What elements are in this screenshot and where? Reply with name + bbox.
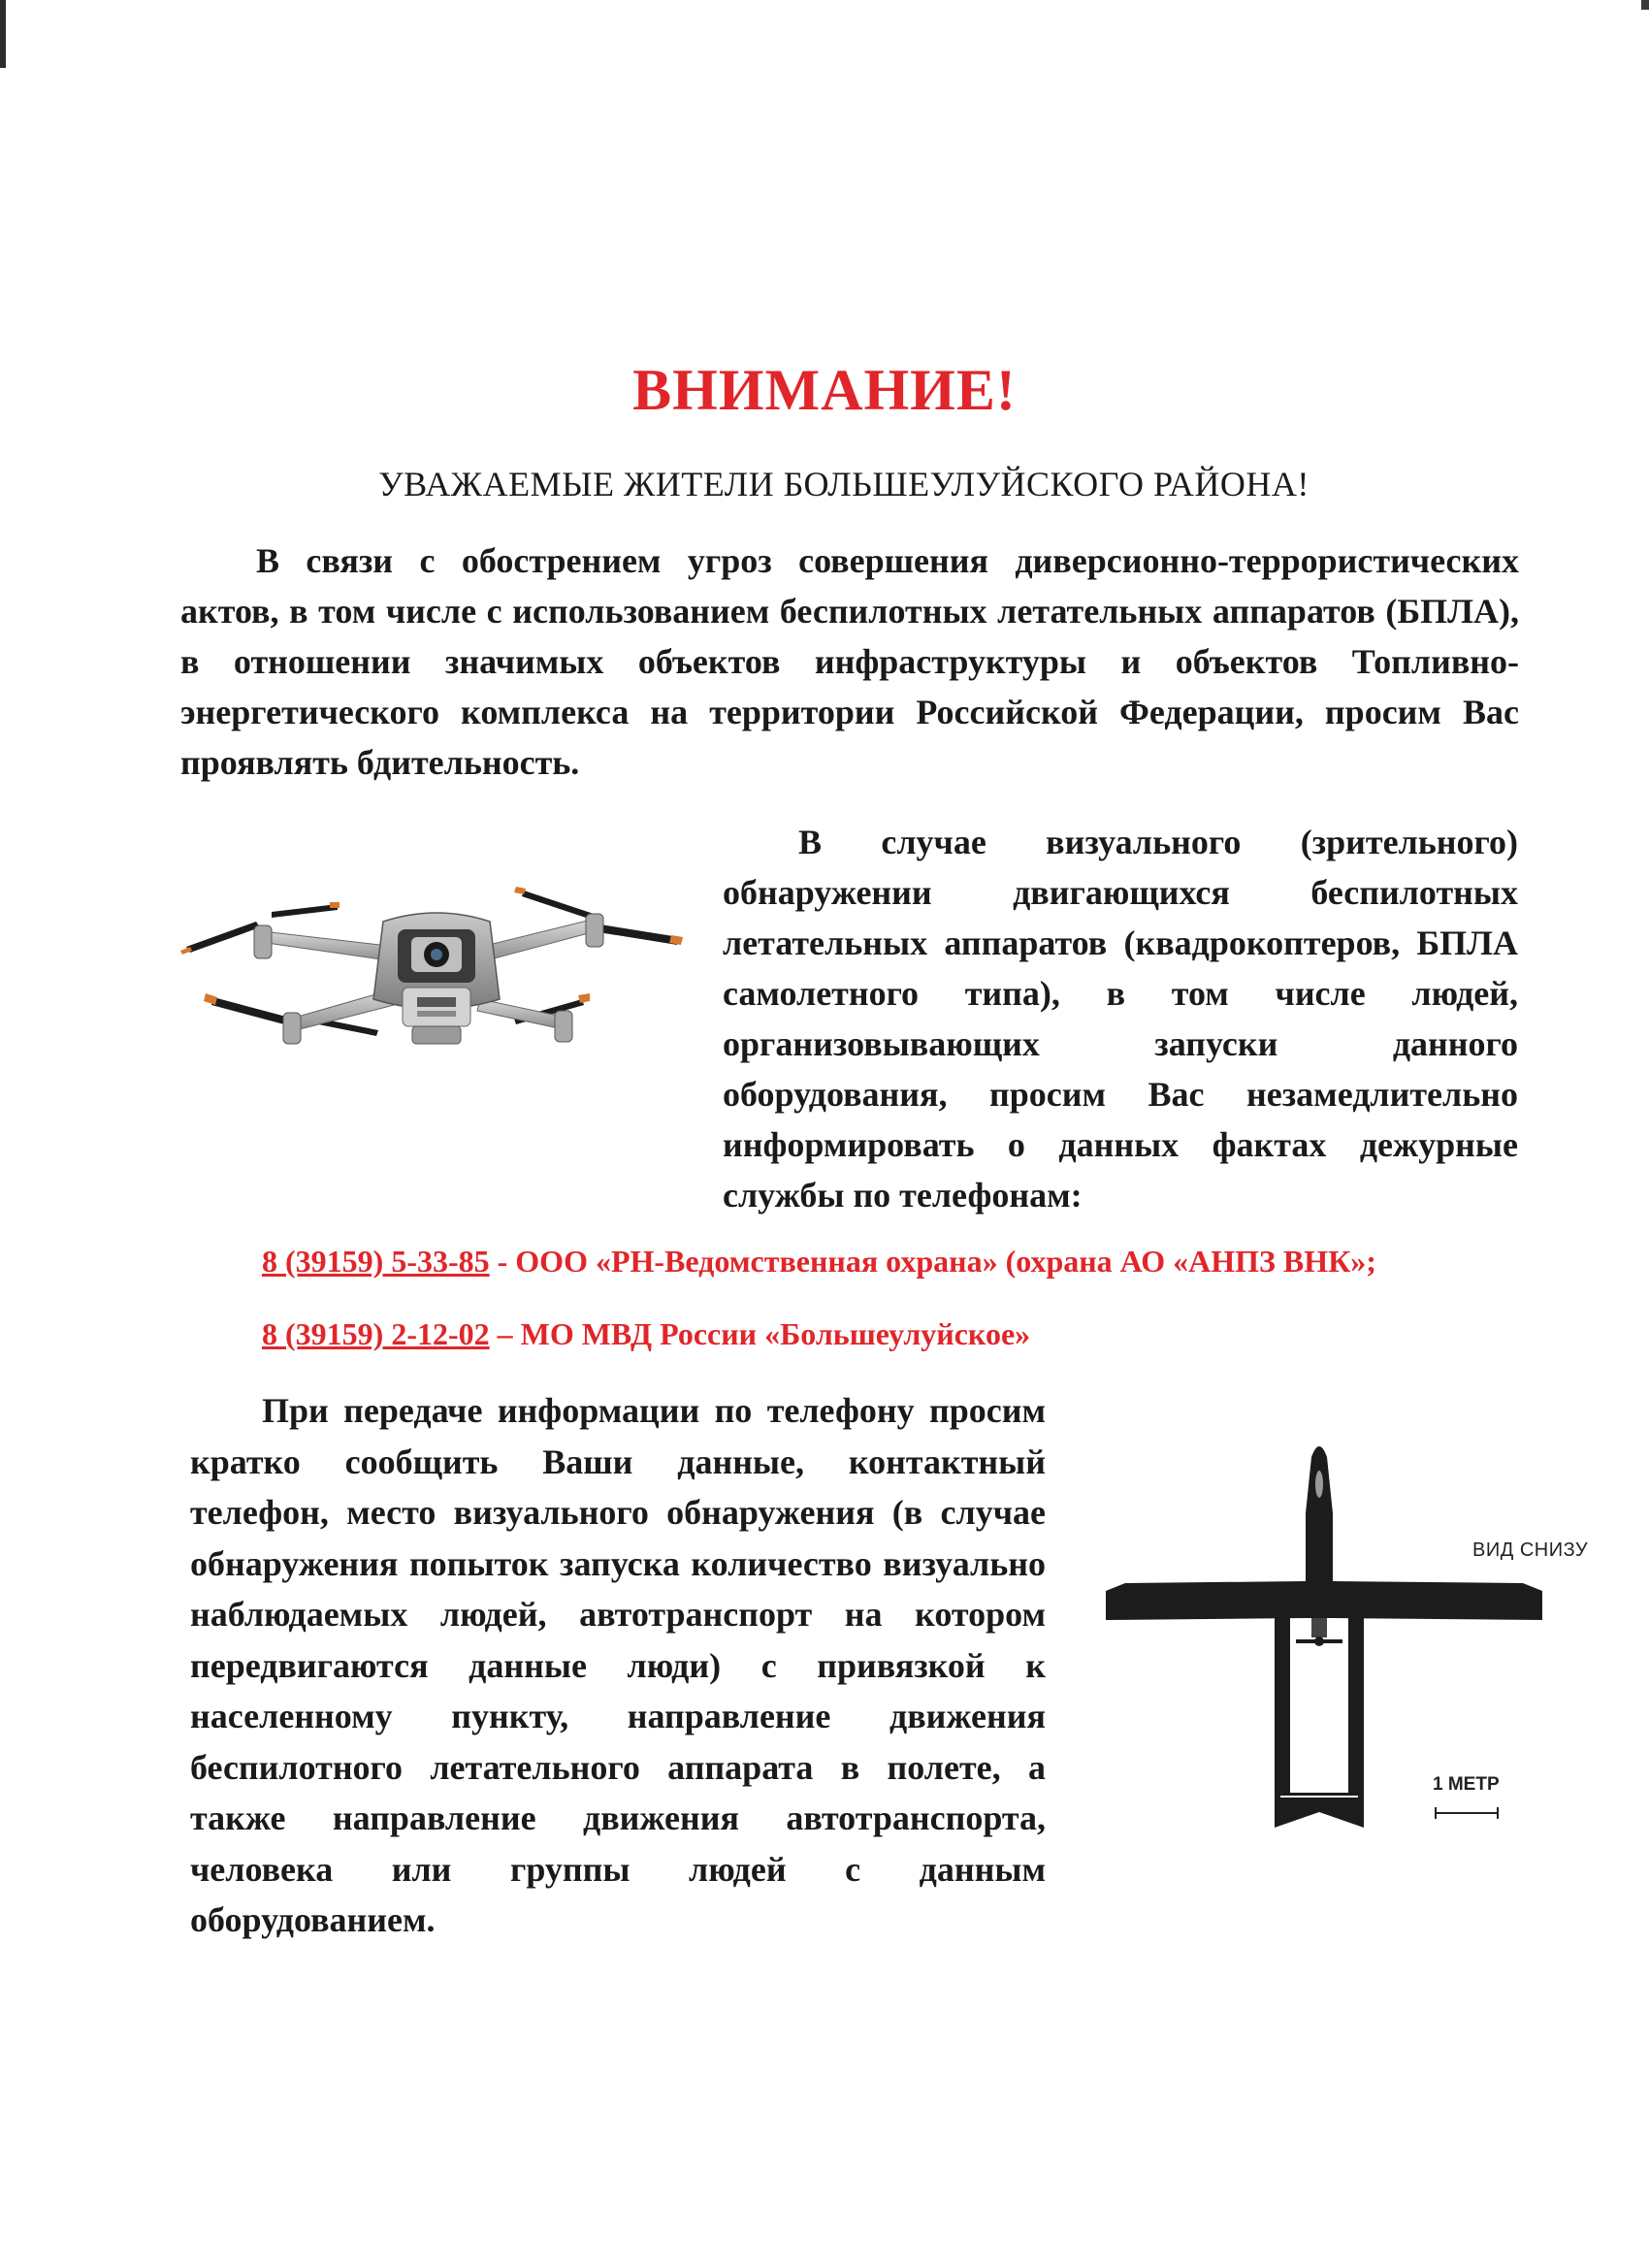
intro-paragraph: В связи с обострением угроз совершения диверсионно-террористических актов, в том числе с использованием беспилотных летательных аппаратов (БПЛА), в отношении значимых объектов инфраструктуры и объектов Топливно-энергетического комплекса на территории Российской Федерации, просим Вас проявлять бдительность. (180, 541, 1519, 782)
quadcopter-illustration (175, 854, 698, 1077)
phone-contact-1 (262, 1244, 1376, 1280)
phone-number[interactable]: 8 (39159) 2-12-02 (262, 1316, 490, 1351)
phone-description: - ООО «РН-Ведомственная охрана» (охрана АО «АНПЗ ВНК»; (489, 1244, 1376, 1279)
scan-edge (0, 0, 6, 68)
page-title: ВНИМАНИЕ! (632, 358, 1017, 422)
propeller (180, 922, 260, 955)
scan-edge (1641, 0, 1649, 10)
view-label: ВИД СНИЗУ (1472, 1539, 1589, 1561)
propeller (272, 902, 340, 918)
propeller (514, 887, 594, 920)
phone-description: – МО МВД России «Большеулуйское» (489, 1316, 1031, 1351)
scale-label: 1 МЕТР (1433, 1774, 1500, 1795)
reporting-paragraph: При передаче информации по телефону просим кратко сообщить Ваши данные, контактный телефон, место визуального обнаружения (в случае обнаружения попыток запуска количество визуально наблюдаемых людей, автотранспорт на котором передвигаются данные люди) с привязкой к населенному пункту, направление движения беспилотного летательного аппарата в полете, а также направление движения автотранспорта, человека или группы людей с данным оборудованием. (190, 1391, 1046, 1939)
phone-contact-2 (262, 1316, 1030, 1352)
scale-bar-icon (1434, 1806, 1500, 1820)
phone-number[interactable]: 8 (39159) 5-33-85 (262, 1244, 490, 1279)
instruction-paragraph: В случае визуального (зрительного) обнаружении двигающихся беспилотных летательных аппаратов (квадрокоптеров, БПЛА самолетного типа), в том числе людей, организовывающих запуски данного оборудования, просим Вас незамедлительно информировать о данных фактах дежурные службы по телефонам: (723, 823, 1518, 1215)
page-subtitle: УВАЖАЕМЫЕ ЖИТЕЛИ БОЛЬШЕУЛУЙСКОГО РАЙОНА! (378, 465, 1310, 503)
